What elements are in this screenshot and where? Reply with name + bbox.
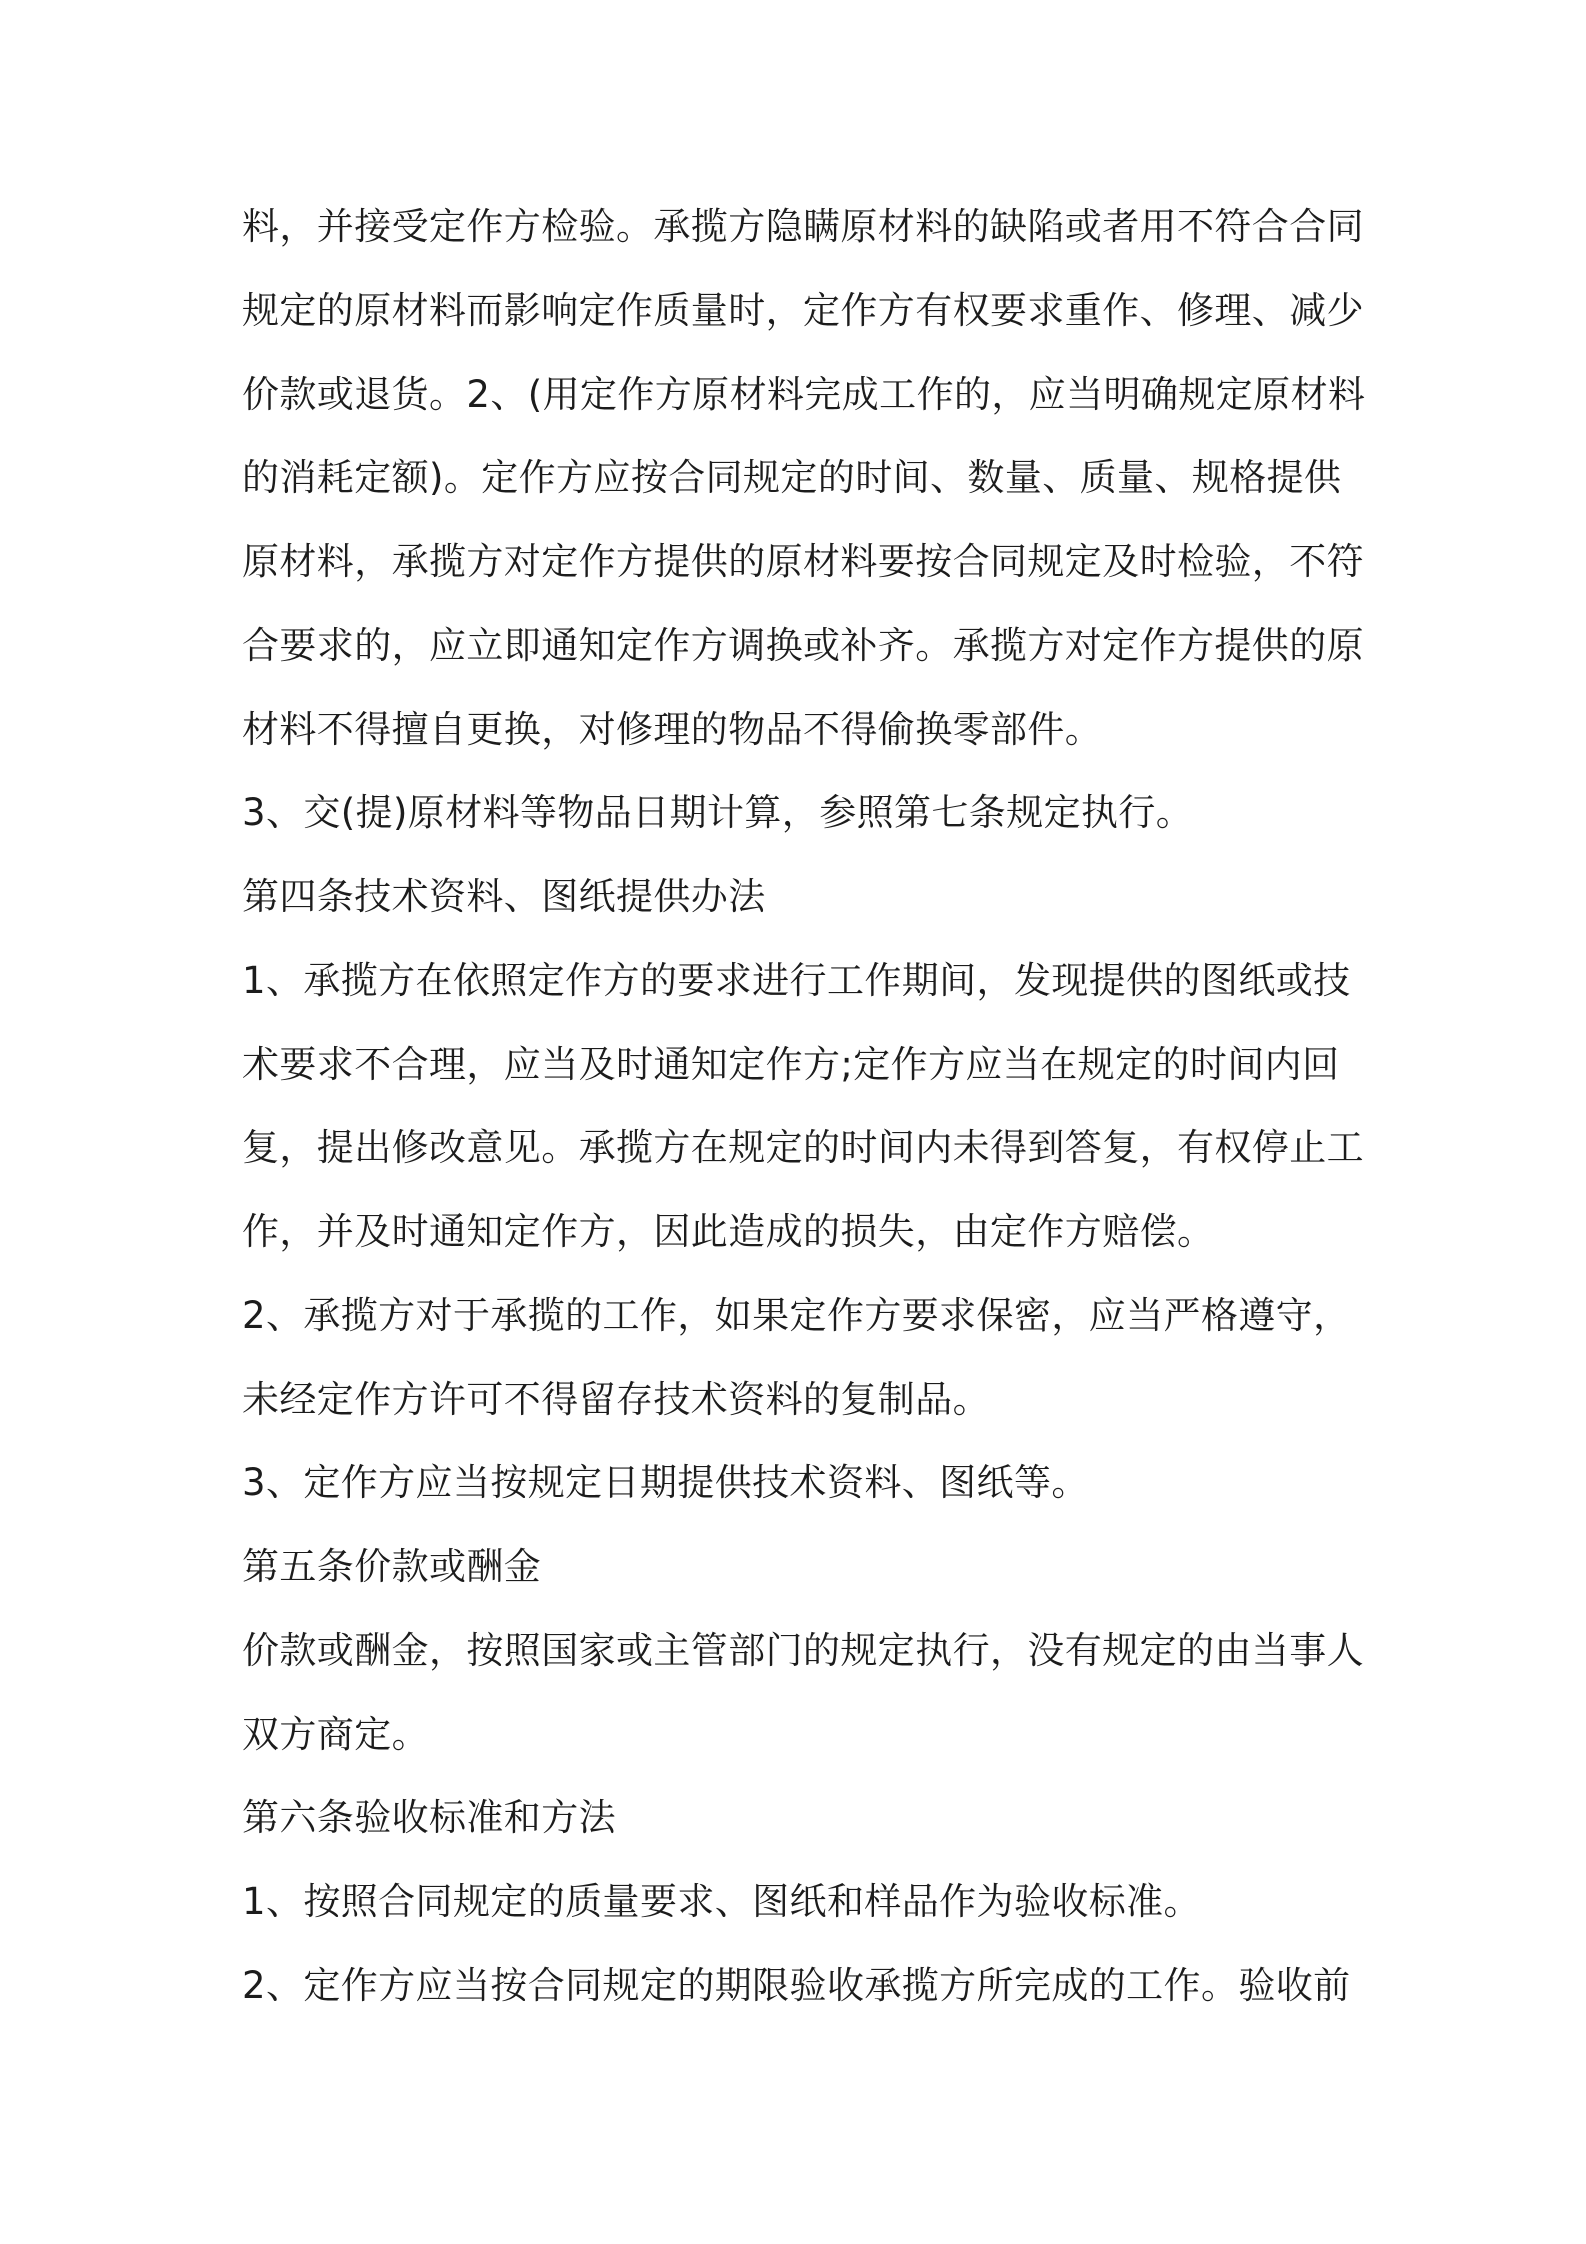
section-heading: 第四条技术资料、图纸提供办法 bbox=[242, 875, 766, 918]
text-line: 合要求的，应立即通知定作方调换或补齐。承揽方对定作方提供的原 bbox=[242, 624, 1364, 667]
section-heading: 第六条验收标准和方法 bbox=[242, 1796, 616, 1839]
text-line: 双方商定。 bbox=[242, 1713, 429, 1756]
text-line: 1、按照合同规定的质量要求、图纸和样品作为验收标准。 bbox=[242, 1880, 1201, 1923]
text-line: 价款或酬金，按照国家或主管部门的规定执行，没有规定的由当事人 bbox=[242, 1629, 1364, 1672]
text-line: 术要求不合理，应当及时通知定作方;定作方应当在规定的时间内回 bbox=[242, 1043, 1340, 1086]
text-line: 原材料，承揽方对定作方提供的原材料要按合同规定及时检验，不符 bbox=[242, 540, 1364, 583]
text-line: 未经定作方许可不得留存技术资料的复制品。 bbox=[242, 1378, 990, 1421]
text-line: 价款或退货。2、(用定作方原材料完成工作的，应当明确规定原材料 bbox=[242, 373, 1366, 416]
text-line: 2、承揽方对于承揽的工作，如果定作方要求保密，应当严格遵守， bbox=[242, 1294, 1351, 1337]
text-line: 材料不得擅自更换，对修理的物品不得偷换零部件。 bbox=[242, 708, 1103, 751]
text-line: 2、定作方应当按合同规定的期限验收承揽方所完成的工作。验收前 bbox=[242, 1964, 1351, 2007]
text-line: 的消耗定额)。定作方应按合同规定的时间、数量、质量、规格提供 bbox=[242, 456, 1342, 499]
text-line: 料，并接受定作方检验。承揽方隐瞒原材料的缺陷或者用不符合合同 bbox=[242, 205, 1364, 248]
section-heading: 第五条价款或酬金 bbox=[242, 1545, 542, 1588]
text-line: 规定的原材料而影响定作质量时，定作方有权要求重作、修理、减少 bbox=[242, 289, 1364, 332]
text-line: 3、定作方应当按规定日期提供技术资料、图纸等。 bbox=[242, 1461, 1089, 1504]
text-line: 1、承揽方在依照定作方的要求进行工作期间，发现提供的图纸或技 bbox=[242, 959, 1351, 1002]
text-line: 作，并及时通知定作方，因此造成的损失，由定作方赔偿。 bbox=[242, 1210, 1215, 1253]
text-line: 复，提出修改意见。承揽方在规定的时间内未得到答复，有权停止工 bbox=[242, 1126, 1364, 1169]
text-line: 3、交(提)原材料等物品日期计算，参照第七条规定执行。 bbox=[242, 791, 1194, 834]
